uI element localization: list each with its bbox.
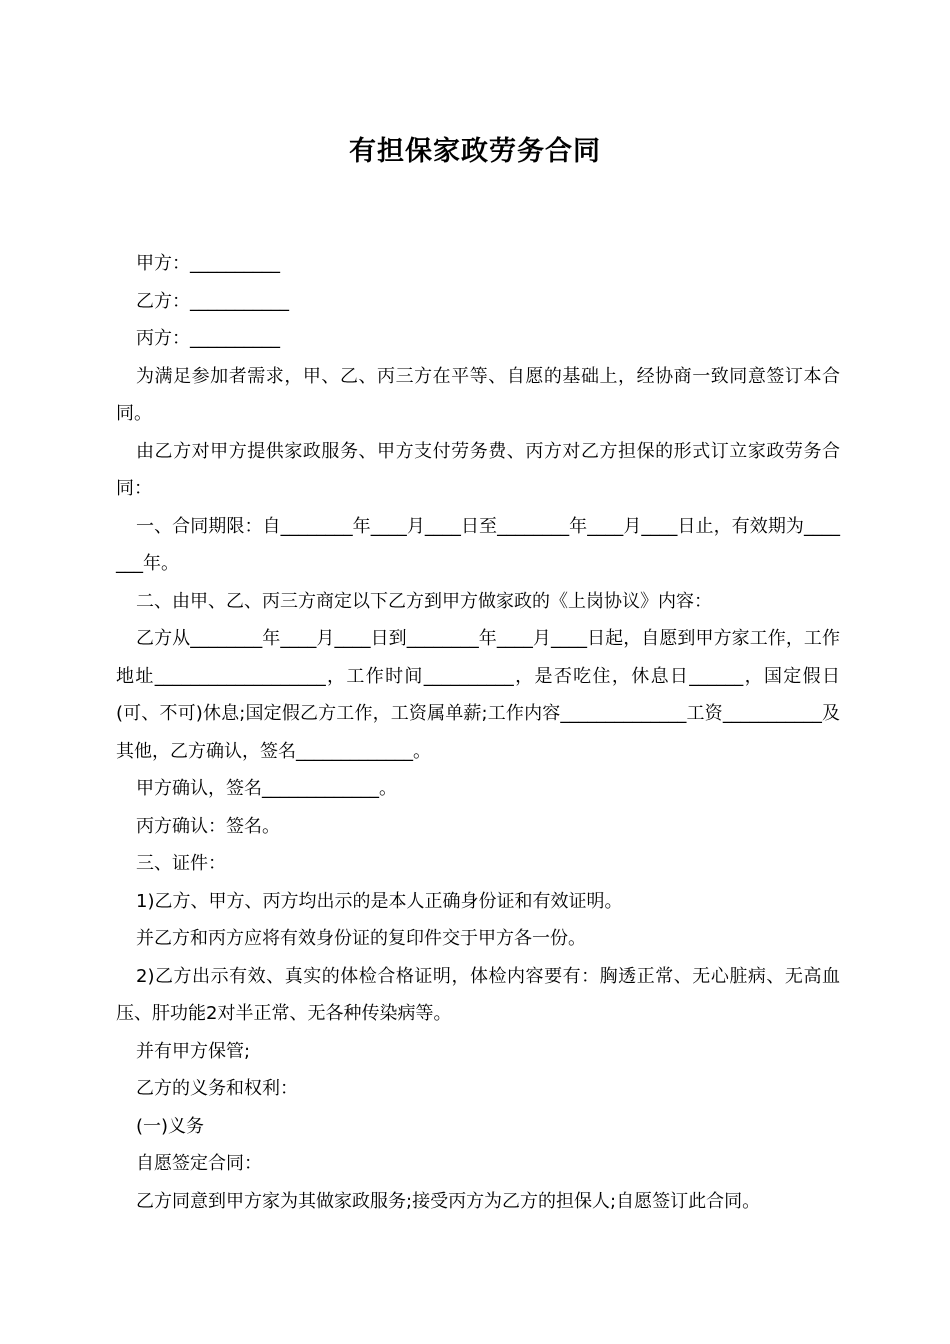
intro-paragraph: 为满足参加者需求，甲、乙、丙三方在平等、自愿的基础上，经协商一致同意签订本合同。 xyxy=(116,365,840,424)
work-agreement-paragraph: 乙方从________年____月____日到________年____月____日起，自愿到甲方家工作，工作地址___________________，工作时间__________，是否吃住，休息日______，国定假日(可、不可)休息;国定假乙方工作，工资属单薪;工作内容______________工资___________及其他，乙方确认，签名_____________。 xyxy=(116,628,840,762)
party-c-line: 丙方：__________ xyxy=(136,328,280,349)
voluntary-signing-paragraph: 乙方同意到甲方家为其做家政服务;接受丙方为乙方的担保人;自愿签订此合同。 xyxy=(136,1190,761,1212)
document-body xyxy=(116,245,840,1220)
obligations-heading: (一)义务 xyxy=(136,1115,205,1137)
voluntary-signing-heading: 自愿签定合同： xyxy=(136,1153,262,1174)
custody-paragraph: 并有甲方保管; xyxy=(136,1040,251,1062)
party-a-confirm: 甲方确认，签名_____________。 xyxy=(136,778,397,799)
party-b-rights-heading: 乙方的义务和权利： xyxy=(136,1078,298,1099)
contract-form-paragraph: 由乙方对甲方提供家政服务、甲方支付劳务费、丙方对乙方担保的形式订立家政劳务合同： xyxy=(116,440,840,499)
health-check-paragraph: 2)乙方出示有效、真实的体检合格证明，体检内容要有：胸透正常、无心脏病、无高血压、肝功能2对半正常、无各种传染病等。 xyxy=(116,965,840,1024)
party-a-line: 甲方：__________ xyxy=(136,253,280,274)
party-b-line: 乙方：___________ xyxy=(136,290,289,312)
id-documents-paragraph: 1)乙方、甲方、丙方均出示的是本人正确身份证和有效证明。 xyxy=(136,890,623,912)
document-title: 有担保家政劳务合同 xyxy=(349,136,601,167)
section-two-heading: 二、由甲、乙、丙三方商定以下乙方到甲方做家政的《上岗协议》内容： xyxy=(136,590,712,612)
id-copies-paragraph: 并乙方和丙方应将有效身份证的复印件交于甲方各一份。 xyxy=(136,928,586,949)
section-three-heading: 三、证件： xyxy=(136,853,226,874)
party-c-confirm: 丙方确认：签名。 xyxy=(136,815,280,837)
contract-term-paragraph: 一、合同期限：自________年____月____日至________年____月____日止，有效期为_______年。 xyxy=(116,515,840,574)
